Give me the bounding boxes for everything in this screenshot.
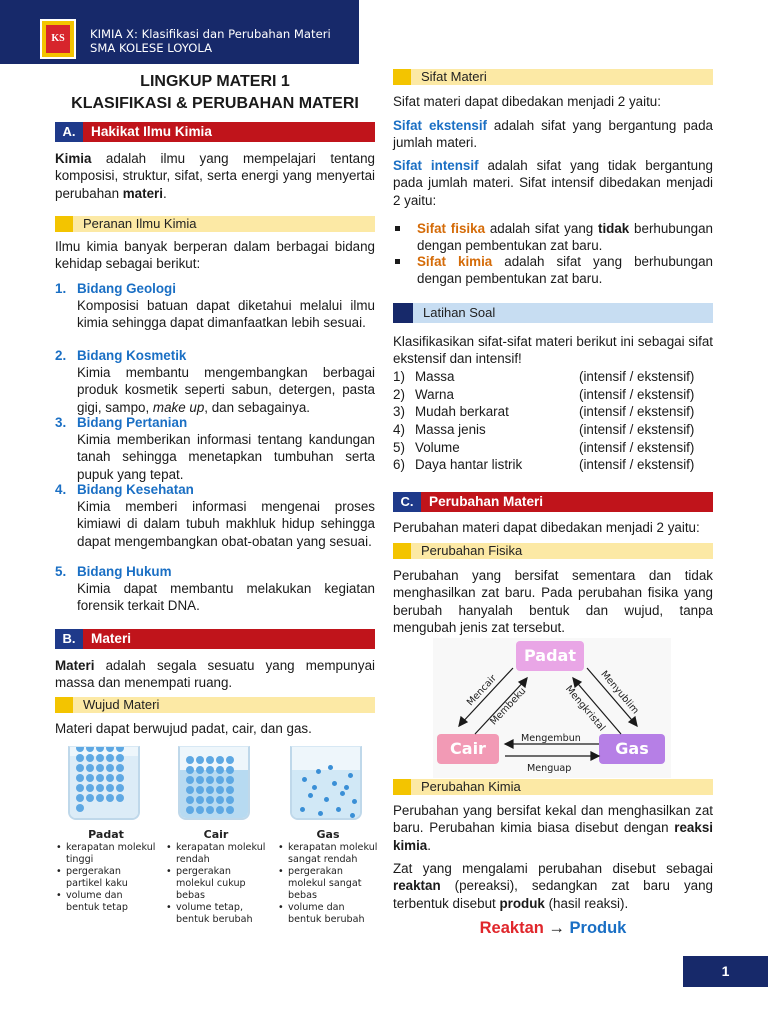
produk-term: produk — [499, 895, 545, 911]
particle-dot — [76, 784, 84, 792]
label-menyublim: Menyublim — [598, 668, 641, 717]
particle-dot — [216, 806, 224, 814]
particle-dot — [196, 796, 204, 804]
exercise-label: Volume — [415, 440, 460, 455]
particle-dot — [196, 786, 204, 794]
materi-term: materi — [122, 185, 163, 201]
sifat-fisika-text — [417, 220, 713, 255]
latihan-intro: Klasifikasikan sifat-sifat materi berikut ini sebagai sifat ekstensif dan intensif! — [393, 334, 713, 367]
particle-dot — [96, 774, 104, 782]
exercise-row — [393, 368, 713, 385]
particle-dot — [106, 746, 114, 752]
exercise-row — [393, 456, 713, 473]
particle-dot — [106, 774, 114, 782]
state-padat: Padat — [516, 641, 584, 671]
label-membeku: Membeku — [488, 685, 529, 728]
state-name: Cair — [203, 828, 229, 841]
label-mengembun: Mengembun — [521, 733, 581, 744]
arrow-mengembun-head — [505, 740, 513, 748]
section-b-header — [55, 629, 375, 649]
exercise-number: 1) — [393, 369, 405, 384]
item-number: 5. — [55, 564, 67, 579]
equation-produk: Produk — [569, 919, 627, 937]
particle-dot — [206, 806, 214, 814]
fisika-post: berhubungan dengan pembentukan zat baru. — [417, 221, 713, 254]
particle-dot — [312, 785, 317, 790]
materi-definition — [55, 657, 375, 692]
particle-dot — [196, 756, 204, 764]
property-item: • kerapatan molekul rendah — [166, 842, 266, 866]
subsection-marker — [55, 697, 73, 713]
particle-dot — [206, 756, 214, 764]
particle-dot — [196, 766, 204, 774]
liquid-particles — [186, 756, 242, 814]
property-item: • pergerakan partikel kaku — [56, 866, 156, 890]
perubahan-kimia-text1 — [393, 802, 713, 854]
exercise-number: 2) — [393, 387, 405, 402]
exercise-options: (intensif / ekstensif) — [579, 457, 695, 472]
item-number: 3. — [55, 415, 67, 430]
reaction-equation — [393, 918, 713, 938]
exercise-number: 6) — [393, 457, 405, 472]
ekstensif-term: Sifat ekstensif — [393, 118, 487, 133]
particle-dot — [206, 766, 214, 774]
particle-dot — [186, 756, 194, 764]
particle-dot — [196, 806, 204, 814]
page-number: 1 — [683, 956, 768, 987]
particle-dot — [106, 784, 114, 792]
materi-term: Materi — [55, 658, 95, 673]
perubahan-kimia-header — [393, 779, 713, 795]
subsection-marker — [393, 543, 411, 559]
particle-dot — [216, 756, 224, 764]
particle-dot — [186, 796, 194, 804]
particle-dot — [216, 766, 224, 774]
particle-dot — [350, 813, 355, 818]
particle-dot — [226, 796, 234, 804]
document-header — [0, 0, 359, 64]
exercise-row — [393, 386, 713, 403]
kimia-definition — [55, 150, 375, 202]
exercise-label: Massa — [415, 369, 455, 384]
item-heading: Bidang Geologi — [77, 281, 176, 296]
kimia-text2-post: (hasil reaksi). — [544, 895, 629, 911]
fisika-pre: adalah sifat yang — [485, 221, 598, 236]
particle-dot — [302, 777, 307, 782]
ekstensif-text: adalah sifat yang bergantung pada jumlah materi. — [393, 118, 713, 151]
particle-dot — [216, 776, 224, 784]
school-logo — [40, 19, 76, 59]
exercise-options: (intensif / ekstensif) — [579, 369, 695, 384]
particle-dot — [96, 794, 104, 802]
exercise-number: 4) — [393, 422, 405, 437]
item-description — [77, 364, 375, 416]
logo-mark: KS — [46, 25, 70, 53]
kimia-def-text: adalah ilmu yang mempelajari tentang komposisi, struktur, sifat, serta energi yang menyertai perubahan — [55, 151, 375, 201]
exercise-row — [393, 403, 713, 420]
particle-dot — [186, 786, 194, 794]
kimia-text: adalah sifat yang berhubungan dengan pembentukan zat baru. — [417, 254, 713, 287]
section-c-title: Perubahan Materi — [429, 494, 544, 509]
subsection-marker — [393, 69, 411, 85]
property-item: • kerapatan molekul sangat rendah — [278, 842, 378, 866]
particle-dot — [86, 746, 94, 752]
kimia-def-end: . — [162, 185, 167, 201]
desc-pre: Kimia membantu mengembangkan berbagai produk kosmetik seperti sabun, detergen, pasta gigi, sampo, — [77, 365, 375, 415]
state-solid-card — [56, 746, 156, 913]
latihan-title: Latihan Soal — [423, 305, 496, 320]
property-item: • volume dan bentuk berubah — [278, 902, 378, 926]
particle-dot — [316, 769, 321, 774]
item-heading: Bidang Kesehatan — [77, 482, 194, 497]
kimia-text2-pre: Zat yang mengalami perubahan disebut sebagai — [393, 861, 713, 876]
bullet-square — [395, 226, 400, 231]
section-b-letter: B. — [55, 629, 83, 649]
particle-dot — [186, 806, 194, 814]
latihan-marker — [393, 303, 413, 323]
particle-dot — [226, 756, 234, 764]
label-mencair: Mencair — [464, 672, 499, 709]
section-a-header — [55, 122, 375, 142]
label-menguap: Menguap — [527, 763, 572, 774]
intensif-term: Sifat intensif — [393, 158, 479, 173]
sifat-intro: Sifat materi dapat dibedakan menjadi 2 yaitu: — [393, 94, 661, 109]
particle-dot — [76, 794, 84, 802]
particle-dot — [206, 786, 214, 794]
particle-dot — [216, 796, 224, 804]
page-title-line1: LINGKUP MATERI 1 — [140, 73, 290, 90]
particle-dot — [206, 796, 214, 804]
kimia-term: Sifat kimia — [417, 254, 493, 269]
perubahan-fisika-text: Perubahan yang bersifat sementara dan tidak menghasilkan zat baru. Pada perubahan fisika yang berubah hanyalah bentuk dan wujud, tanpa mengubah jenis zat tersebut. — [393, 568, 713, 636]
equation-arrow: → — [548, 919, 565, 937]
particle-dot — [96, 746, 104, 752]
state-cair: Cair — [437, 734, 499, 764]
subsection-marker — [55, 216, 73, 232]
page-title-line2: KLASIFIKASI & PERUBAHAN MATERI — [71, 95, 359, 112]
particle-dot — [186, 766, 194, 774]
section-c-header — [393, 492, 713, 512]
desc-em: make up — [152, 399, 205, 415]
item-description: Kimia memberi informasi mengenai proses kimiawi di dalam tubuh makhluk hidup sehingga dapat mengembangkan obat-obatan yang sesuai. — [77, 499, 375, 549]
particle-dot — [86, 764, 94, 772]
glass-gas-image — [290, 746, 362, 820]
particle-dot — [76, 754, 84, 762]
particle-dot — [196, 776, 204, 784]
particle-dot — [300, 807, 305, 812]
property-item: • volume tetap, bentuk berubah — [166, 902, 266, 926]
particle-dot — [86, 754, 94, 762]
bullet-square — [395, 259, 400, 264]
property-item: • kerapatan molekul tinggi — [56, 842, 156, 866]
exercise-label: Massa jenis — [415, 422, 486, 437]
particle-dot — [344, 785, 349, 790]
particle-dot — [86, 784, 94, 792]
particle-dot — [76, 764, 84, 772]
particle-dot — [226, 776, 234, 784]
particle-dot — [116, 794, 124, 802]
peranan-intro: Ilmu kimia banyak berperan dalam berbagai bidang kehidap sebagai berikut: — [55, 239, 375, 272]
perubahan-intro: Perubahan materi dapat dibedakan menjadi 2 yaitu: — [393, 520, 700, 535]
perubahan-kimia-title: Perubahan Kimia — [421, 779, 521, 794]
exercise-number: 5) — [393, 440, 405, 455]
exercise-number: 3) — [393, 404, 405, 419]
particle-dot — [116, 764, 124, 772]
label-mengkristal: Mengkristal — [562, 683, 608, 734]
peranan-title: Peranan Ilmu Kimia — [83, 216, 197, 231]
particle-dot — [352, 799, 357, 804]
exercise-options: (intensif / ekstensif) — [579, 387, 695, 402]
particle-dot — [336, 807, 341, 812]
exercise-label: Mudah berkarat — [415, 404, 509, 419]
course-title: KIMIA X: Klasifikasi dan Perubahan Materi — [90, 27, 331, 41]
particle-dot — [324, 797, 329, 802]
equation-reaktan: Reaktan — [479, 919, 544, 937]
state-properties — [278, 842, 378, 926]
section-a-title: Hakikat Ilmu Kimia — [91, 124, 212, 139]
exercise-options: (intensif / ekstensif) — [579, 440, 695, 455]
item-number: 2. — [55, 348, 67, 363]
sifat-ekstensif-paragraph — [393, 117, 713, 152]
particle-dot — [186, 776, 194, 784]
sifat-intensif-paragraph — [393, 157, 713, 209]
perubahan-kimia-text2 — [393, 860, 713, 912]
sifat-kimia-text — [417, 253, 713, 288]
exercise-label: Daya hantar listrik — [415, 457, 523, 472]
particle-dot — [328, 765, 333, 770]
desc-post: , dan sebagainya. — [204, 399, 311, 415]
solid-particles — [76, 746, 132, 812]
section-b-title: Materi — [91, 631, 132, 646]
kimia-text1-pre: Perubahan yang bersifat kekal dan menghasilkan zat baru. Perubahan kimia biasa disebut dengan — [393, 803, 713, 836]
fisika-bold: tidak — [598, 221, 630, 236]
exercise-options: (intensif / ekstensif) — [579, 404, 695, 419]
latihan-header — [393, 303, 713, 323]
intensif-text: adalah sifat yang tidak bergantung pada jumlah materi. Sifat intensif dibedakan menjadi 2 yaitu: — [393, 158, 714, 208]
particle-dot — [106, 754, 114, 762]
materi-def-text: adalah segala sesuatu yang mempunyai massa dan menempati ruang. — [55, 658, 375, 691]
particle-dot — [318, 811, 323, 816]
particle-dot — [226, 806, 234, 814]
particle-dot — [96, 764, 104, 772]
particle-dot — [116, 754, 124, 762]
particle-dot — [86, 774, 94, 782]
state-name: Gas — [316, 828, 340, 841]
particle-dot — [96, 784, 104, 792]
particle-dot — [308, 793, 313, 798]
wujud-header — [55, 697, 375, 713]
particle-dot — [226, 766, 234, 774]
exercise-label: Warna — [415, 387, 454, 402]
item-number: 1. — [55, 281, 67, 296]
item-description: Komposisi batuan dapat diketahui melalui ilmu kimia sehingga dapat dimanfaatkan lebih sesuai. — [77, 298, 375, 331]
kimia-text1-post: . — [427, 837, 431, 853]
state-properties — [166, 842, 266, 926]
particle-dot — [106, 764, 114, 772]
item-heading: Bidang Hukum — [77, 564, 172, 579]
property-item: • volume dan bentuk tetap — [56, 890, 156, 914]
perubahan-fisika-header — [393, 543, 713, 559]
kimia-text2-mid: (pereaksi), sedangkan zat baru yang terbentuk disebut — [393, 878, 713, 911]
particle-dot — [76, 774, 84, 782]
particle-dot — [226, 786, 234, 794]
glass-liquid-image — [178, 746, 250, 820]
perubahan-fisika-title: Perubahan Fisika — [421, 543, 523, 558]
item-description: Kimia memberikan informasi tentang kandungan tanah sehingga menetapkan tumbuhan serta pupuk yang tepat. — [77, 432, 375, 482]
item-number: 4. — [55, 482, 67, 497]
particle-dot — [86, 794, 94, 802]
fisika-term: Sifat fisika — [417, 221, 486, 236]
particle-dot — [116, 784, 124, 792]
particle-dot — [76, 746, 84, 752]
state-liquid-card — [166, 746, 266, 925]
reaksi-kimia-term: reaksi kimia — [393, 820, 713, 853]
subsection-marker — [393, 779, 411, 795]
section-a-letter: A. — [55, 122, 83, 142]
arrow-menguap-head — [591, 752, 599, 760]
item-heading: Bidang Kosmetik — [77, 348, 187, 363]
particle-dot — [106, 794, 114, 802]
exercise-row — [393, 421, 713, 438]
property-item: • pergerakan molekul sangat bebas — [278, 866, 378, 902]
particle-dot — [216, 786, 224, 794]
peranan-header — [55, 216, 375, 232]
particle-dot — [116, 746, 124, 752]
state-properties — [56, 842, 156, 914]
exercise-options: (intensif / ekstensif) — [579, 422, 695, 437]
particle-dot — [96, 754, 104, 762]
property-item: • pergerakan molekul cukup bebas — [166, 866, 266, 902]
state-gas-card — [278, 746, 378, 925]
state-gas: Gas — [599, 734, 665, 764]
kimia-term: Kimia — [55, 151, 92, 166]
glass-solid-image — [68, 746, 140, 820]
particle-dot — [348, 773, 353, 778]
particle-dot — [206, 776, 214, 784]
state-name: Padat — [88, 828, 124, 841]
particle-dot — [76, 804, 84, 812]
phase-change-diagram — [433, 638, 671, 778]
exercise-row — [393, 439, 713, 456]
item-heading: Bidang Pertanian — [77, 415, 188, 430]
particle-dot — [340, 791, 345, 796]
sifat-materi-title: Sifat Materi — [421, 69, 487, 84]
reaktan-term: reaktan — [393, 878, 441, 894]
particle-dot — [116, 774, 124, 782]
school-name: SMA KOLESE LOYOLA — [90, 41, 212, 55]
wujud-title: Wujud Materi — [83, 697, 160, 712]
sifat-materi-header — [393, 69, 713, 85]
particle-dot — [332, 781, 337, 786]
section-c-letter: C. — [393, 492, 421, 512]
item-description: Kimia dapat membantu melakukan kegiatan forensik terkait DNA. — [77, 581, 375, 614]
wujud-intro: Materi dapat berwujud padat, cair, dan gas. — [55, 721, 312, 736]
